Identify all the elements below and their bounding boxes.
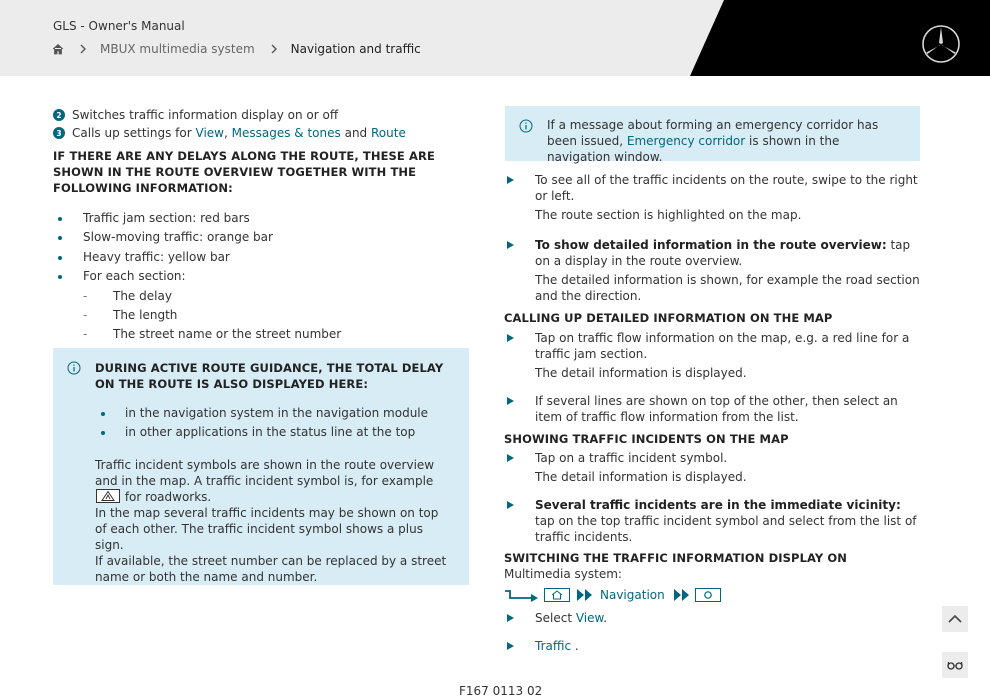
para-text: Traffic incident symbols are shown in the route overview and in the map. A traffic incident symbol is, for example: [95, 457, 435, 488]
link-messages-tones[interactable]: Messages & tones: [231, 126, 341, 140]
step-arrow-icon: [507, 241, 514, 249]
step-text: If several lines are shown on top of the other, then select an item of traffic flow information from the list.: [535, 394, 898, 424]
step-arrow-icon: [507, 334, 514, 342]
step-text: Select: [535, 611, 573, 625]
number-badge: 2: [53, 109, 65, 121]
step-arrow-icon: [507, 642, 514, 650]
figure-code: F167 0113 02: [459, 684, 543, 698]
para-text: for roadworks.: [124, 489, 212, 504]
multimedia-label: Multimedia system:: [504, 567, 622, 581]
sub-list-item: - The delay: [53, 287, 469, 306]
comma: ,: [223, 126, 228, 140]
step-bold-text: To show detailed information in the route overview:: [535, 238, 887, 252]
roadworks-warning-icon: [96, 489, 120, 503]
info-box-heading: DURING ACTIVE ROUTE GUIDANCE, THE TOTAL DELAY ON THE ROUTE IS ALSO DISPLAYED HERE:: [95, 361, 444, 391]
instruction-step: [504, 638, 924, 654]
link-traffic[interactable]: Traffic: [535, 639, 572, 653]
section-heading: SWITCHING THE TRAFFIC INFORMATION DISPLAY ON: [504, 551, 848, 565]
step-bold-text: Several traffic incidents are in the immediate vicinity:: [535, 498, 901, 512]
step-arrow-icon: [507, 454, 514, 462]
instruction-step: [504, 172, 924, 223]
step-text: Tap on traffic flow information on the map, e.g. a red line for a traffic jam section.: [535, 331, 910, 361]
step-arrow-icon: [507, 176, 514, 184]
text-prefix: Calls up settings for: [72, 126, 196, 140]
double-arrow-icon: [673, 588, 691, 602]
menu-path: [504, 585, 924, 605]
para-text: If available, the street number can be replaced by a street name or both the name and number.: [95, 553, 447, 584]
chevron-up-icon: [948, 614, 962, 624]
home-icon[interactable]: [52, 43, 64, 55]
instruction-step: [504, 610, 924, 626]
info-icon: [519, 119, 533, 133]
page-header: [0, 0, 990, 76]
number-badge: 3: [53, 127, 65, 139]
list-item: in other applications in the status line at the top: [95, 423, 449, 442]
right-column: [504, 172, 924, 654]
instruction-step: [504, 237, 924, 304]
scroll-to-top-button[interactable]: [942, 606, 968, 632]
mercedes-star-logo[interactable]: [921, 24, 961, 64]
chevron-right-icon: [78, 43, 88, 55]
list-item: in the navigation system in the navigation module: [95, 404, 449, 423]
step-text: .: [574, 639, 579, 653]
info-box-delay: [53, 348, 469, 585]
list-item: Traffic jam section: red bars: [53, 209, 469, 228]
home-button-icon: [544, 588, 570, 602]
manual-title: GLS - Owner's Manual: [53, 19, 185, 33]
sub-list-item: - The length: [53, 306, 469, 325]
bullet-list: [53, 209, 469, 345]
info-text: is shown in the navigation window.: [547, 134, 840, 164]
instruction-step: [504, 497, 924, 545]
step-arrow-icon: [507, 397, 514, 405]
list-item: Slow-moving traffic: orange bar: [53, 228, 469, 247]
reading-glasses-button[interactable]: [942, 652, 968, 678]
link-emergency-corridor[interactable]: Emergency corridor: [626, 134, 746, 148]
step-result: The detailed information is shown, for example the road section and the direction.: [535, 273, 920, 303]
step-text: .: [603, 611, 608, 625]
section-heading: CALLING UP DETAILED INFORMATION ON THE MAP: [504, 311, 833, 325]
instruction-step: [504, 450, 924, 485]
info-box-bullet-list: [95, 404, 449, 443]
link-view[interactable]: View: [575, 611, 604, 625]
breadcrumb: [52, 42, 421, 56]
settings-button-icon: [695, 588, 721, 602]
breadcrumb-item-mbux[interactable]: MBUX multimedia system: [100, 42, 255, 56]
glasses-icon: [947, 660, 963, 670]
numbered-item-text: Switches traffic information display on or off: [72, 108, 339, 122]
list-item: Heavy traffic: yellow bar: [53, 248, 469, 267]
numbered-item-text: [72, 126, 406, 140]
left-column: [53, 106, 469, 345]
step-text: tap on the top traffic incident symbol and select from the list of traffic incidents.: [535, 514, 917, 544]
step-arrow-icon: [507, 614, 514, 622]
numbered-item: [53, 124, 469, 142]
breadcrumb-item-navigation: Navigation and traffic: [290, 42, 421, 56]
step-result: The route section is highlighted on the map.: [535, 208, 802, 222]
instruction-step: [504, 330, 924, 381]
para-text: In the map several traffic incidents may be shown on top of each other. The traffic incident symbol shows a plus sign.: [95, 505, 439, 552]
step-text: tap on a display in the route overview.: [535, 238, 911, 268]
info-icon: [67, 361, 81, 375]
delays-heading: IF THERE ARE ANY DELAYS ALONG THE ROUTE, THESE ARE SHOWN IN THE ROUTE OVERVIEW TOGETHER WITH THE FOLLOWING INFORMATION:: [53, 149, 435, 195]
path-navigation-link[interactable]: Navigation: [600, 588, 665, 602]
info-box-paragraph: [95, 457, 449, 585]
step-text: Tap on a traffic incident symbol.: [535, 451, 728, 465]
and-text: and: [344, 126, 368, 140]
info-box-emergency: [505, 106, 920, 164]
chevron-right-icon: [269, 43, 279, 55]
info-text: If a message about forming an emergency corridor has been issued,: [547, 118, 879, 148]
numbered-item: [53, 106, 469, 124]
step-result: The detail information is displayed.: [535, 470, 747, 484]
double-arrow-icon: [576, 588, 594, 602]
sub-list-item: - The street name or the street number: [53, 325, 469, 344]
section-heading: SHOWING TRAFFIC INCIDENTS ON THE MAP: [504, 432, 789, 446]
step-text: To see all of the traffic incidents on the route, swipe to the right or left.: [535, 173, 918, 203]
list-item: For each section:: [53, 267, 469, 286]
instruction-step: [504, 393, 924, 425]
step-result: The detail information is displayed.: [535, 366, 747, 380]
link-route[interactable]: Route: [371, 126, 406, 140]
step-arrow-icon: [507, 501, 514, 509]
path-start-arrow-icon: [504, 587, 540, 603]
link-view[interactable]: View: [195, 126, 224, 140]
